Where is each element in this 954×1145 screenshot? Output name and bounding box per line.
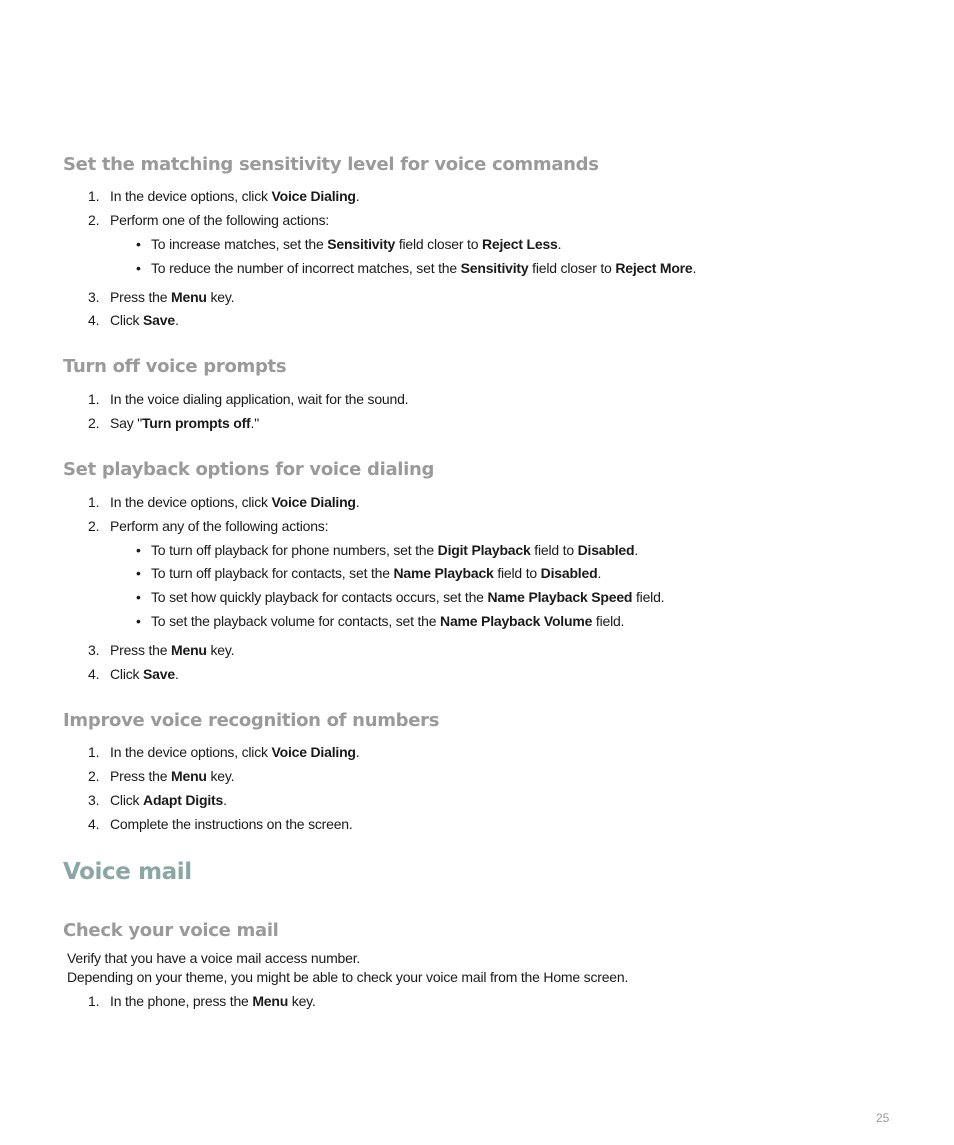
step-text: Say "Turn prompts off.": [110, 415, 259, 431]
bullet-icon: •: [136, 236, 141, 252]
bullet-text: To set the playback volume for contacts, set the Name Playback Volume field.: [151, 613, 625, 629]
step-number: 4.: [88, 312, 100, 328]
step-number: 2.: [88, 768, 100, 784]
step-text: Click Adapt Digits.: [110, 792, 227, 808]
step-text: Perform any of the following actions:: [110, 518, 329, 534]
section-heading-sensitivity: Set the matching sensitivity level for voice commands: [63, 154, 599, 175]
step-text: In the device options, click Voice Dialing.: [110, 744, 360, 760]
step-number: 3.: [88, 289, 100, 305]
step-text: Press the Menu key.: [110, 642, 235, 658]
step-number: 1.: [88, 744, 100, 760]
step-number: 3.: [88, 642, 100, 658]
step-text: Click Save.: [110, 312, 179, 328]
step-text: In the phone, press the Menu key.: [110, 993, 316, 1009]
step-number: 1.: [88, 494, 100, 510]
step-text: Complete the instructions on the screen.: [110, 816, 353, 832]
step-number: 3.: [88, 792, 100, 808]
step-number: 1.: [88, 391, 100, 407]
bullet-icon: •: [136, 589, 141, 605]
paragraph: Verify that you have a voice mail access number.: [67, 950, 361, 966]
bullet-icon: •: [136, 260, 141, 276]
section-heading-numbers: Improve voice recognition of numbers: [63, 710, 440, 731]
step-number: 2.: [88, 518, 100, 534]
step-text: Click Save.: [110, 666, 179, 682]
step-number: 4.: [88, 816, 100, 832]
step-number: 1.: [88, 188, 100, 204]
bullet-text: To turn off playback for contacts, set the Name Playback field to Disabled.: [151, 565, 602, 581]
step-text: Perform one of the following actions:: [110, 212, 330, 228]
bullet-text: To set how quickly playback for contacts occurs, set the Name Playback Speed field.: [151, 589, 665, 605]
section-heading-voice-prompts: Turn off voice prompts: [63, 356, 287, 377]
bullet-icon: •: [136, 542, 141, 558]
step-number: 2.: [88, 212, 100, 228]
chapter-title: Voice mail: [63, 859, 192, 885]
step-text: In the voice dialing application, wait for the sound.: [110, 391, 409, 407]
step-number: 1.: [88, 993, 100, 1009]
step-text: In the device options, click Voice Dialing.: [110, 188, 360, 204]
bullet-text: To turn off playback for phone numbers, set the Digit Playback field to Disabled.: [151, 542, 639, 558]
step-text: In the device options, click Voice Dialing.: [110, 494, 360, 510]
step-text: Press the Menu key.: [110, 289, 235, 305]
bullet-icon: •: [136, 565, 141, 581]
step-number: 4.: [88, 666, 100, 682]
page-number: 25: [876, 1111, 890, 1125]
bullet-icon: •: [136, 613, 141, 629]
step-number: 2.: [88, 415, 100, 431]
section-heading-check-voice-mail: Check your voice mail: [63, 920, 279, 941]
section-heading-playback: Set playback options for voice dialing: [63, 459, 435, 480]
step-text: Press the Menu key.: [110, 768, 235, 784]
bullet-text: To reduce the number of incorrect matches, set the Sensitivity field closer to Reject More.: [151, 260, 697, 276]
paragraph: Depending on your theme, you might be able to check your voice mail from the Home screen.: [67, 969, 629, 985]
bullet-text: To increase matches, set the Sensitivity field closer to Reject Less.: [151, 236, 562, 252]
